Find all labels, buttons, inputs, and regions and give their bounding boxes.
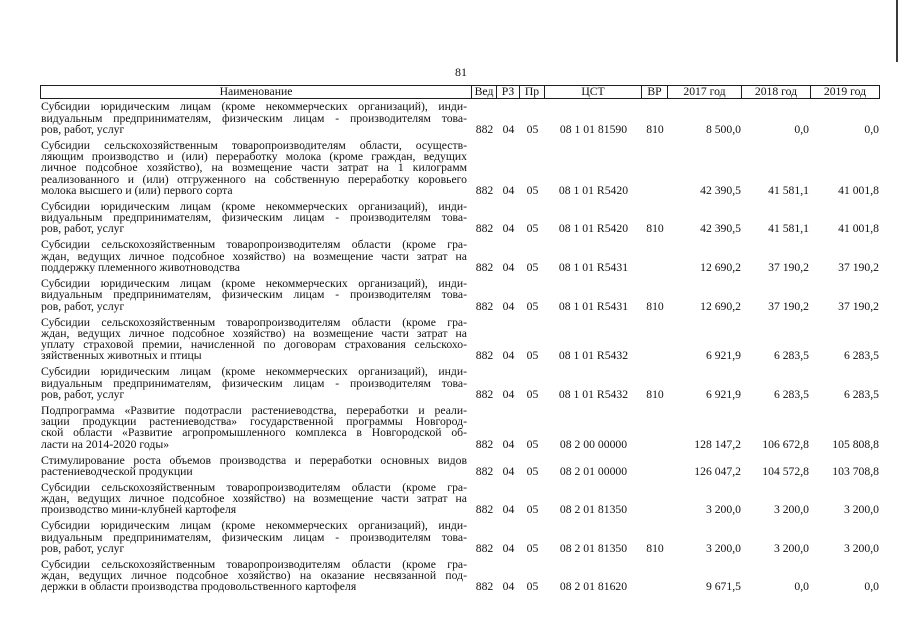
row-name-line: держки в области производства продовольственного картофеля (41, 580, 357, 594)
cell-2018: 6 283,5 (773, 349, 809, 363)
row-name (40, 278, 472, 312)
cell-ved: 882 (475, 387, 494, 401)
cell-2019: 41 001,8 (838, 183, 879, 197)
cell-2018: 3 200,0 (773, 503, 809, 517)
table-row (40, 314, 880, 364)
row-name (40, 520, 472, 554)
header-vr: ВР (642, 86, 668, 98)
header-cst: ЦСТ (545, 86, 642, 98)
header-2019: 2019 год (811, 86, 880, 98)
cell-cst: 08 1 01 R5420 (558, 183, 629, 197)
table-header (40, 85, 880, 99)
cell-2019: 6 283,5 (843, 387, 879, 401)
cell-rz: 04 (502, 387, 515, 401)
cell-pr: 05 (526, 260, 539, 274)
cell-cst: 08 1 01 R5431 (558, 299, 629, 313)
cell-pr: 05 (526, 349, 539, 363)
row-name-line: видуальным предпринимателям, физическим лицам - производителям това- (41, 111, 467, 125)
cell-2017: 128 147,2 (694, 437, 741, 451)
row-name-line: Стимулирование роста объемов производства и переработки основных видов (41, 453, 467, 467)
table-row (40, 452, 880, 479)
cell-rz: 04 (502, 541, 515, 555)
cell-cst: 08 1 01 81590 (559, 122, 628, 136)
cell-ved: 882 (475, 299, 494, 313)
cell-2018: 41 581,1 (768, 222, 809, 236)
cell-rz: 04 (502, 437, 515, 451)
cell-2018: 6 283,5 (773, 387, 809, 401)
page-number: 81 (455, 65, 467, 79)
cell-cst: 08 1 01 R5420 (558, 222, 629, 236)
cell-ved: 882 (475, 183, 494, 197)
cell-2019: 0,0 (864, 580, 879, 594)
row-name-line: ждан, ведущих личное подсобное хозяйство) на возмещение части затрат на (41, 249, 467, 263)
cell-2017: 3 200,0 (705, 541, 741, 555)
cell-rz: 04 (502, 299, 515, 313)
row-name (40, 239, 472, 273)
cell-2019: 103 708,8 (832, 464, 879, 478)
scan-edge-line (896, 0, 898, 62)
row-name-line: растениеводческой продукции (41, 464, 193, 478)
row-name-line: видуальным предпринимателям, физическим лицам - производителям това- (41, 288, 467, 302)
row-name-line: Субсидии юридическим лицам (кроме некоммерческих организаций), инди- (41, 199, 467, 213)
cell-2018: 0,0 (794, 122, 809, 136)
table-row (40, 276, 880, 315)
table-row (40, 518, 880, 557)
header-name: Наименование (40, 86, 472, 98)
cell-2018: 106 672,8 (762, 437, 809, 451)
header-2017: 2017 год (668, 86, 742, 98)
cell-2018: 41 581,1 (768, 183, 809, 197)
row-name (40, 405, 472, 450)
cell-pr: 05 (526, 122, 539, 136)
cell-cst: 08 2 01 81620 (559, 580, 628, 594)
cell-2018: 0,0 (794, 580, 809, 594)
row-name (40, 366, 472, 400)
table-row (40, 480, 880, 519)
row-name-line: Субсидии юридическим лицам (кроме некоммерческих организаций), инди- (41, 365, 467, 379)
cell-cst: 08 2 01 81350 (559, 541, 628, 555)
table-row (40, 557, 880, 596)
header-2018: 2018 год (742, 86, 811, 98)
row-name-line: ров, работ, услуг (41, 387, 125, 401)
cell-2017: 42 390,5 (700, 183, 741, 197)
row-name-line: Субсидии юридическим лицам (кроме некоммерческих организаций), инди- (41, 100, 467, 114)
cell-rz: 04 (502, 260, 515, 274)
cell-rz: 04 (502, 464, 515, 478)
cell-2019: 37 190,2 (838, 299, 879, 313)
row-name (40, 317, 472, 362)
cell-ved: 882 (475, 464, 494, 478)
cell-pr: 05 (526, 183, 539, 197)
cell-rz: 04 (502, 122, 515, 136)
header-pr: Пр (520, 86, 545, 98)
budget-table (40, 85, 880, 595)
cell-2017: 8 500,0 (705, 122, 741, 136)
cell-ved: 882 (475, 260, 494, 274)
table-row (40, 402, 880, 452)
row-name-line: видуальным предпринимателям, физическим лицам - производителям това- (41, 211, 467, 225)
cell-rz: 04 (502, 183, 515, 197)
cell-2019: 105 808,8 (832, 437, 879, 451)
row-name-line: реализованного и (или) отгруженного на собственную переработку коровьего (41, 172, 467, 186)
row-name-line: поддержку племенного животноводства (41, 260, 240, 274)
row-name-line: ждан, ведущих личное подсобное хозяйство) на возмещение части затрат на (41, 492, 467, 506)
cell-cst: 08 1 01 R5432 (558, 387, 629, 401)
cell-rz: 04 (502, 349, 515, 363)
cell-2019: 0,0 (864, 122, 879, 136)
row-name-line: ласти на 2014-2020 годы» (41, 437, 170, 451)
cell-vr: 810 (646, 122, 664, 136)
cell-2019: 37 190,2 (838, 260, 879, 274)
row-name-line: ской области «Развитие агропромышленного комплекса в Новгородской об- (41, 426, 467, 440)
cell-vr: 810 (646, 541, 664, 555)
cell-pr: 05 (526, 387, 539, 401)
cell-cst: 08 2 00 00000 (559, 437, 628, 451)
row-name (40, 101, 472, 135)
row-name-line: молока высшего и (или) первого сорта (41, 183, 233, 197)
table-row (40, 199, 880, 238)
cell-ved: 882 (475, 122, 494, 136)
cell-ved: 882 (475, 349, 494, 363)
header-rz: РЗ (497, 86, 520, 98)
cell-ved: 882 (475, 503, 494, 517)
row-name-line: ров, работ, услуг (41, 222, 125, 236)
cell-ved: 882 (475, 437, 494, 451)
row-name-line: Субсидии сельскохозяйственным товаропроизводителям области (кроме гра- (41, 480, 467, 494)
cell-pr: 05 (526, 222, 539, 236)
cell-pr: 05 (526, 541, 539, 555)
cell-2018: 37 190,2 (768, 260, 809, 274)
table-row (40, 237, 880, 276)
table-row (40, 138, 880, 199)
row-name-line: Подпрограмма «Развитие подотрасли растениеводства, переработки и реали- (41, 403, 467, 417)
row-name-line: видуальным предпринимателям, физическим лицам - производителям това- (41, 376, 467, 390)
cell-cst: 08 1 01 R5431 (558, 260, 629, 274)
cell-ved: 882 (475, 222, 494, 236)
row-name-line: производство мини-клубней картофеля (41, 503, 237, 517)
row-name (40, 482, 472, 516)
cell-vr: 810 (646, 222, 664, 236)
cell-cst: 08 2 01 00000 (559, 464, 628, 478)
cell-pr: 05 (526, 503, 539, 517)
cell-2019: 41 001,8 (838, 222, 879, 236)
cell-ved: 882 (475, 541, 494, 555)
cell-2019: 3 200,0 (843, 503, 879, 517)
row-name-line: Субсидии юридическим лицам (кроме некоммерческих организаций), инди- (41, 277, 467, 291)
cell-2017: 42 390,5 (700, 222, 741, 236)
cell-2019: 6 283,5 (843, 349, 879, 363)
cell-2018: 104 572,8 (762, 464, 809, 478)
cell-2017: 12 690,2 (700, 299, 741, 313)
cell-vr: 810 (646, 299, 664, 313)
cell-rz: 04 (502, 222, 515, 236)
row-name (40, 140, 472, 196)
cell-pr: 05 (526, 437, 539, 451)
row-name-line: ждан, ведущих личное подсобное хозяйство) на оказание несвязанной под- (41, 569, 467, 583)
row-name-line: ров, работ, услуг (41, 122, 125, 136)
cell-pr: 05 (526, 580, 539, 594)
row-name-line: Субсидии сельскохозяйственным товаропроизводителям области, осуществ- (41, 138, 467, 152)
cell-ved: 882 (475, 580, 494, 594)
table-row (40, 364, 880, 403)
cell-2017: 9 671,5 (705, 580, 741, 594)
row-name-line: Субсидии сельскохозяйственным товаропроизводителям области (кроме гра- (41, 557, 467, 571)
cell-cst: 08 1 01 R5432 (558, 349, 629, 363)
row-name-line: Субсидии сельскохозяйственным товаропроизводителям области (кроме гра- (41, 238, 467, 252)
row-name (40, 455, 472, 478)
header-ved: Вед (472, 86, 497, 98)
row-name (40, 201, 472, 235)
row-name-line: зяйственных животных и птицы (41, 349, 202, 363)
cell-vr: 810 (646, 387, 664, 401)
cell-pr: 05 (526, 299, 539, 313)
table-row (40, 99, 880, 138)
cell-2017: 126 047,2 (694, 464, 741, 478)
row-name-line: уплату страховой премии, начисленной по договорам страхования сельскохо- (41, 338, 467, 352)
cell-2017: 6 921,9 (705, 349, 741, 363)
row-name-line: Субсидии юридическим лицам (кроме некоммерческих организаций), инди- (41, 519, 467, 533)
row-name-line: ляющим производство и (или) переработку молока (кроме граждан, ведущих (41, 150, 467, 164)
cell-2017: 3 200,0 (705, 503, 741, 517)
cell-pr: 05 (526, 464, 539, 478)
row-name-line: личное подсобное хозяйство), на возмещение части затрат на 1 килограмм (41, 161, 467, 175)
row-name-line: ров, работ, услуг (41, 541, 125, 555)
row-name (40, 559, 472, 593)
cell-2019: 3 200,0 (843, 541, 879, 555)
cell-2017: 12 690,2 (700, 260, 741, 274)
cell-cst: 08 2 01 81350 (559, 503, 628, 517)
cell-2018: 37 190,2 (768, 299, 809, 313)
cell-rz: 04 (502, 580, 515, 594)
row-name-line: Субсидии сельскохозяйственным товаропроизводителям области (кроме гра- (41, 315, 467, 329)
cell-rz: 04 (502, 503, 515, 517)
row-name-line: видуальным предпринимателям, физическим лицам - производителям това- (41, 530, 467, 544)
cell-2018: 3 200,0 (773, 541, 809, 555)
cell-2017: 6 921,9 (705, 387, 741, 401)
row-name-line: зации продукции растениеводства» государственной программы Новгород- (41, 415, 467, 429)
row-name-line: ров, работ, услуг (41, 299, 125, 313)
row-name-line: ждан, ведущих личное подсобное хозяйство) на возмещение части затрат на (41, 326, 467, 340)
